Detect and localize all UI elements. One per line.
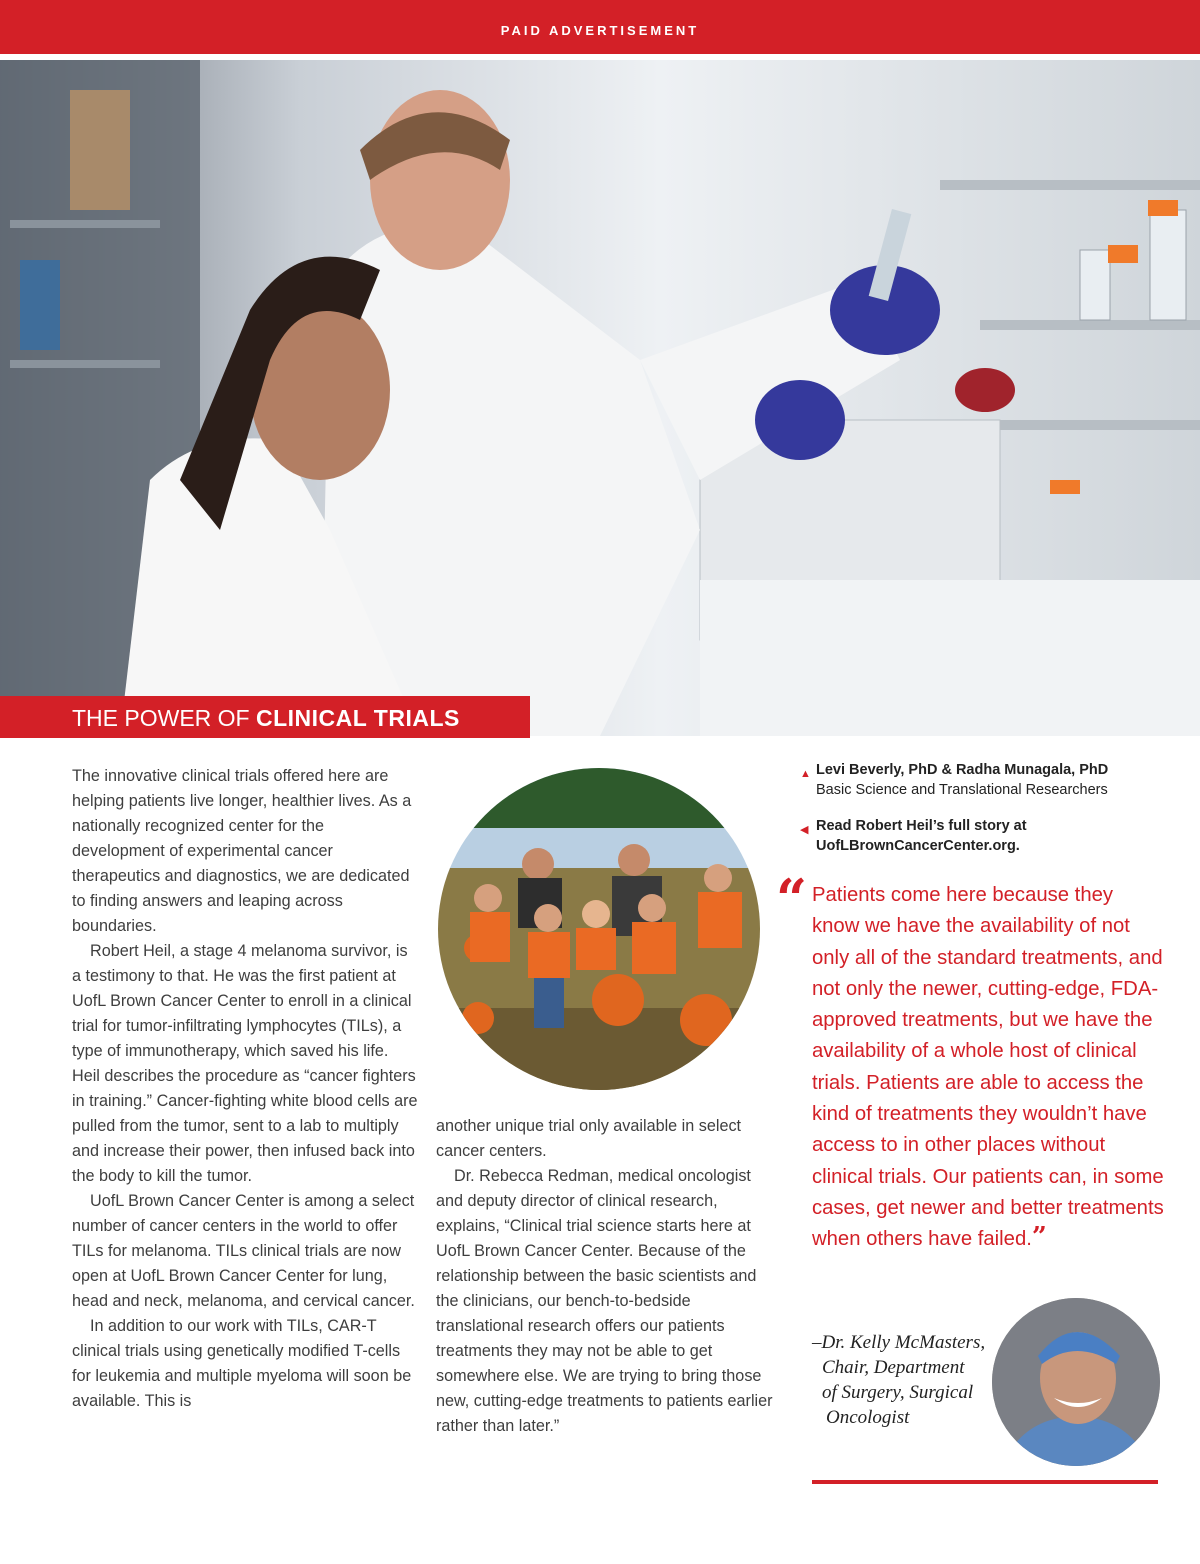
section-title-light: THE POWER OF: [72, 705, 256, 731]
closing-rule: [812, 1480, 1158, 1484]
lab-hero-photo: [0, 60, 1200, 736]
pull-quote-text: Patients come here because they know we have the availability of not only all of the standard treatments, and not only the newer, cutting-edge, FDA-approved treatments, but we have the availability of a whole host of clinical trials. Patients are able to access the kind of treatments they wouldn’t have access to in other places without clinical trials. Our patients can, in some cases, get newer and better treatments when others have failed.: [812, 884, 1164, 1251]
section-title-bold: CLINICAL TRIALS: [256, 705, 460, 731]
doctor-portrait-photo: [992, 1298, 1160, 1466]
col1-paragraph-4: UofL Brown Cancer Center is among a select number of cancer centers in the world to offer TILs for melanoma. TILs clinical trials are now open at UofL Brown Cancer Center for lung, head and neck, melanoma, and cervical cancer.: [72, 1192, 415, 1310]
story-link-line-1: Read Robert Heil’s full story at: [816, 818, 1027, 834]
col1-paragraph-1: The innovative clinical trials offered here are helping patients live longer, healthier lives. As a nationally recognized center for the development of experimental cancer therapeutics and diagnostics, we are dedicated to finding answers and leaping across boundaries.: [72, 767, 412, 935]
col2-paragraph-1: another unique trial only available in select cancer centers.: [436, 1117, 742, 1160]
caption-names: Levi Beverly, PhD & Radha Munagala, PhD: [816, 762, 1109, 778]
article-column-2: [436, 1114, 782, 1439]
attribution-line-4: Oncologist: [826, 1407, 910, 1428]
col2-paragraph-2: Dr. Rebecca Redman, medical oncologist and deputy director of clinical research, explains, “Clinical trial science starts here at UofL Brown Cancer Center. Because of the relationship between the basic scientists and the clinicians, our bench-to-bedside translational research offers our patients treatments they may not be able to get somewhere else. We are trying to bring those new, cutting-edge treatments to patients earlier rather than later.”: [436, 1167, 773, 1435]
attribution-line-3: of Surgery, Surgical: [822, 1382, 974, 1403]
col1-paragraph-2: Robert Heil, a stage 4 melanoma survivor, is a testimony to that. He was the first patient at UofL Brown Cancer Center to enroll in a clinical trial for tumor-infiltrating lymphocytes (TILs), a type of immunotherapy, which saved his life.: [72, 942, 412, 1060]
paid-advertisement-bar: [0, 0, 1200, 54]
close-quote-mark-icon: ”: [1031, 1222, 1047, 1253]
attribution-line-2: Chair, Department: [822, 1357, 965, 1378]
photo-caption: [800, 760, 1109, 800]
story-link-caption: [800, 816, 1027, 856]
article-column-1: [72, 764, 418, 1414]
section-title-banner: [0, 696, 530, 738]
pull-quote-body: [812, 880, 1164, 1256]
quote-attribution: [812, 1330, 1002, 1430]
caption-left-arrow-icon: ◀: [800, 824, 809, 836]
caption-roles: Basic Science and Translational Researchers: [816, 782, 1108, 798]
family-pumpkin-patch-photo: [438, 768, 760, 1090]
open-quote-mark-icon: “: [776, 867, 808, 931]
caption-up-arrow-icon: ▲: [800, 768, 811, 780]
paid-advertisement-label: PAID ADVERTISEMENT: [500, 23, 700, 38]
story-link-url[interactable]: UofLBrownCancerCenter.org.: [816, 838, 1020, 854]
col1-paragraph-5: In addition to our work with TILs, CAR-T clinical trials using genetically modified T-cells for leukemia and multiple myeloma will soon be available. This is: [72, 1317, 412, 1410]
attribution-line-1: –Dr. Kelly McMasters,: [812, 1332, 986, 1353]
col1-paragraph-3: Heil describes the procedure as “cancer fighters in training.” Cancer-fighting white blood cells are pulled from the tumor, sent to a lab to multiply and increase their power, then infused back into the body to kill the tumor.: [72, 1067, 418, 1185]
